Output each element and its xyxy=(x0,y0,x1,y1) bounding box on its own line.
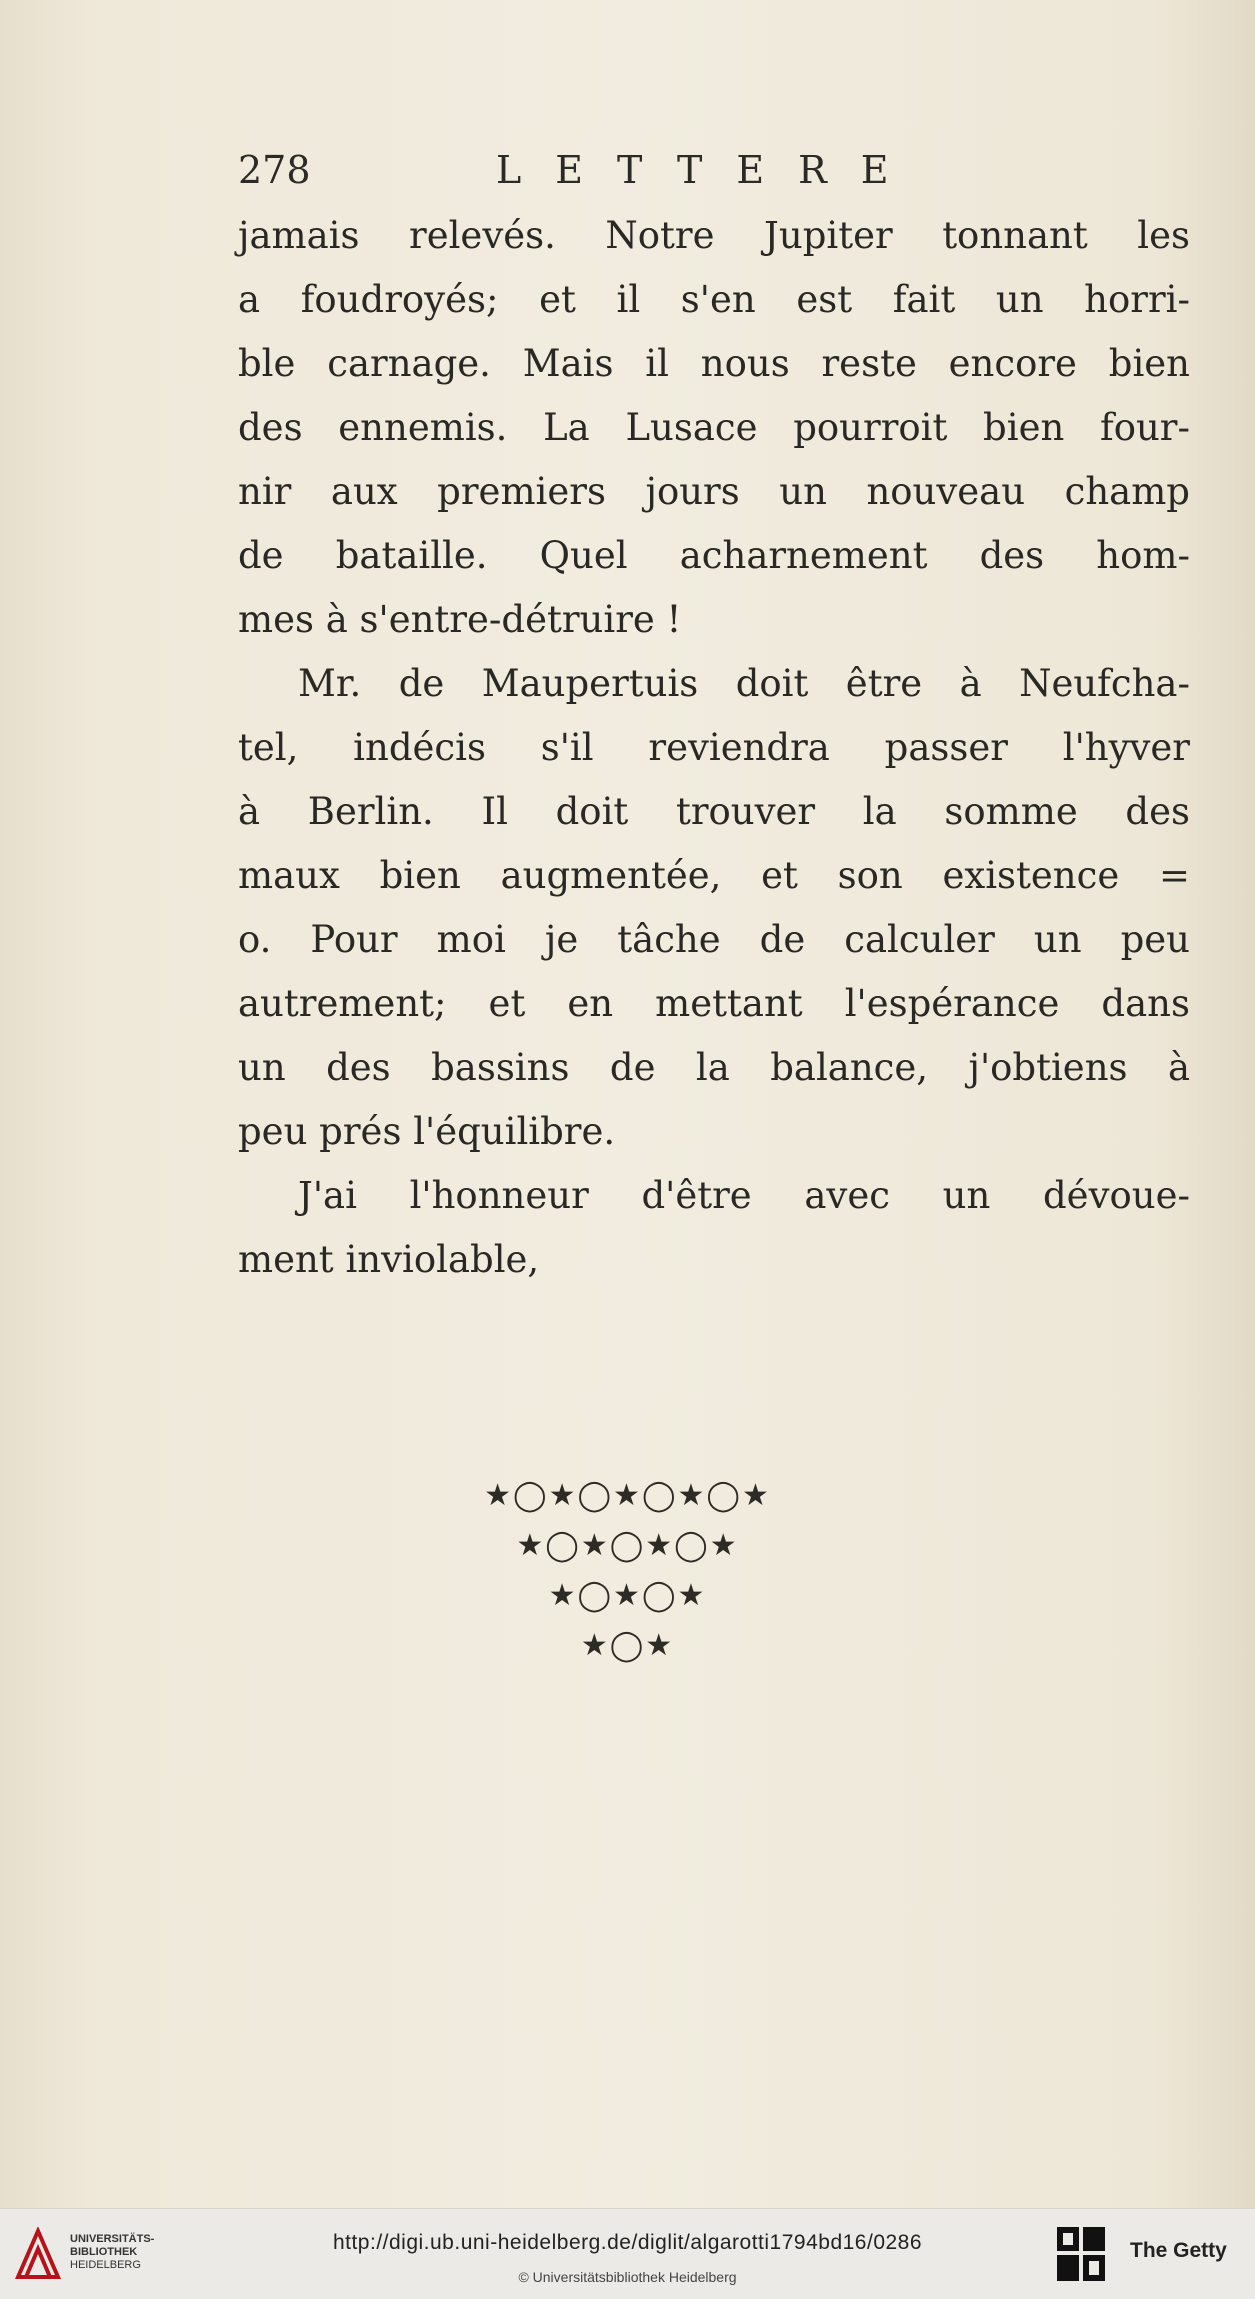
text-line: J'ai l'honneur d'être avec un dévoue- xyxy=(298,1174,1190,1217)
text-line: un des bassins de la balance, j'obtiens à xyxy=(238,1046,1190,1089)
text-line: des ennemis. La Lusace pourroit bien four- xyxy=(238,406,1190,449)
letter-text xyxy=(238,204,1190,1292)
text-line: peu prés l'équilibre. xyxy=(238,1110,616,1153)
text-line: tel, indécis s'il reviendra passer l'hyver xyxy=(238,726,1190,769)
text-line: à Berlin. Il doit trouver la somme des xyxy=(238,790,1190,833)
ornament-row: ★◯★ xyxy=(580,1628,675,1663)
getty-label: The Getty xyxy=(1130,2239,1227,2262)
text-line: maux bien augmentée, et son existence = xyxy=(238,854,1190,897)
ornament-row: ★◯★◯★◯★◯★ xyxy=(484,1478,771,1513)
footer-bar xyxy=(0,2208,1255,2299)
text-line: autrement; et en mettant l'espérance dans xyxy=(238,982,1190,1025)
page-number: 278 xyxy=(238,148,311,192)
text-line: jamais relevés. Notre Jupiter tonnant les xyxy=(238,214,1190,257)
text-line: mes à s'entre-détruire ! xyxy=(238,598,682,641)
running-title: LETTERE xyxy=(496,148,923,192)
text-line: ment inviolable, xyxy=(238,1238,540,1281)
library-name-line2: BIBLIOTHEK xyxy=(70,2246,138,2258)
permalink-url[interactable]: http://digi.ub.uni-heidelberg.de/diglit/algarotti1794bd16/0286 xyxy=(332,2231,923,2254)
getty-logo-icon xyxy=(1055,2225,1107,2283)
text-line: Mr. de Maupertuis doit être à Neufcha- xyxy=(298,662,1190,705)
copyright-notice: © Universitätsbibliothek Heidelberg xyxy=(518,2269,737,2285)
text-line: de bataille. Quel acharnement des hom- xyxy=(238,534,1190,577)
text-line: o. Pour moi je tâche de calculer un peu xyxy=(238,918,1190,961)
ornament-row: ★◯★◯★ xyxy=(548,1578,707,1613)
text-line: ble carnage. Mais il nous reste encore bien xyxy=(238,342,1190,385)
text-line: nir aux premiers jours un nouveau champ xyxy=(238,470,1190,513)
text-line: a foudroyés; et il s'en est fait un horri- xyxy=(238,278,1190,321)
library-name-line1: UNIVERSITÄTS- xyxy=(70,2233,155,2245)
page-header xyxy=(238,148,1038,198)
library-name-line3: HEIDELBERG xyxy=(70,2259,141,2271)
ornament-row: ★◯★◯★◯★ xyxy=(516,1528,739,1563)
